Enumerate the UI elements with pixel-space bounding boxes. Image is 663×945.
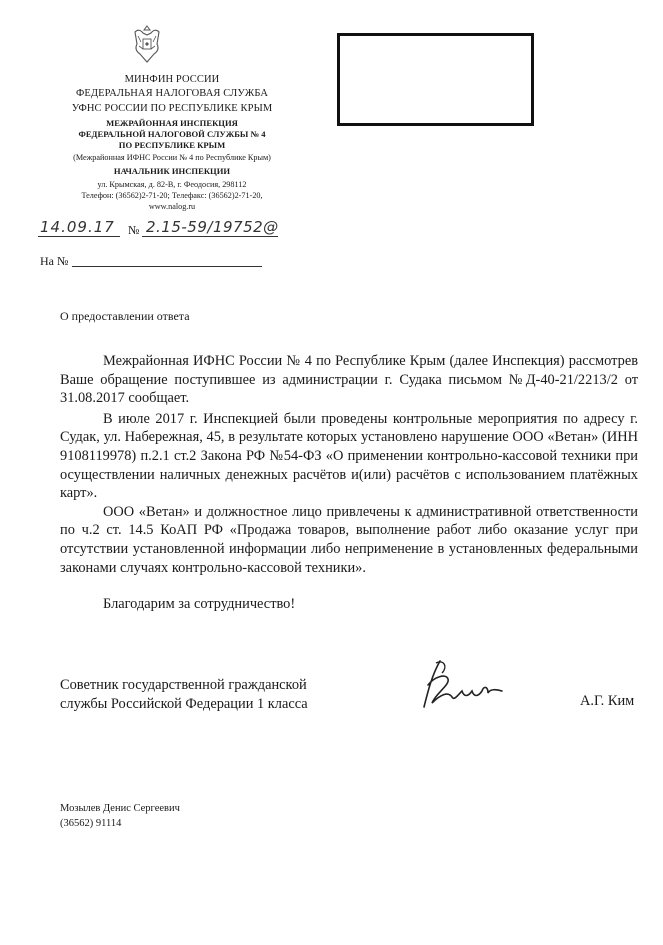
header-head-title: НАЧАЛЬНИК ИНСПЕКЦИИ [113,166,231,176]
emblem-icon [130,22,164,66]
signatory-name: А.Г. Ким [580,693,635,709]
registration-number-underline [142,236,278,237]
registration-date: 14.09.17 [40,218,115,236]
header-inspection-1: МЕЖРАЙОННАЯ ИНСПЕКЦИЯ [106,118,238,128]
body-paragraph-2: В июле 2017 г. Инспекцией были проведены контрольные мероприятия по адресу г. Судак, ул. Набережная, 45, в результате которых установлено нарушение ООО «Ветан» (ИНН 9108119978) п.2.1 ст.2 Закона РФ №54-ФЗ «О применении контрольно-кассовой техники при осуществлении наличных денежных расчётов и(или) расчётов с использованием платёжных карт». [60,410,638,502]
header-short-name: (Межрайонная ИФНС России № 4 по Республике Крым) [73,153,271,162]
signature-icon [418,655,508,717]
on-number-label: На № [40,254,69,268]
header-inspection-2: ФЕДЕРАЛЬНОЙ НАЛОГОВОЙ СЛУЖБЫ № 4 [78,129,266,139]
header-address: ул. Крымская, д. 82-В, г. Феодосия, 298112 [97,180,247,189]
on-number-line [72,266,262,267]
registration-number-prefix: № [128,223,140,237]
executor-name: Мозылев Денис Сергеевич [60,803,180,814]
registration-date-underline [38,236,120,237]
redaction-box [337,33,534,126]
header-phone: Телефон: (36562)2-71-20; Телефакс: (36562)2-71-20, [81,191,263,200]
signatory-position-1: Советник государственной гражданской [60,677,307,693]
executor-phone: (36562) 91114 [60,818,122,829]
signatory-position-2: службы Российской Федерации 1 класса [60,696,308,712]
body-paragraph-3: ООО «Ветан» и должностное лицо привлечены к административной ответственности по ч.2 ст. 14.5 КоАП РФ «Продажа товаров, выполнение работ либо оказание услуг при отсутствии установленной информации либо неприменение в установленных федеральными законами случаях контрольно-кассовой техники». [60,503,638,576]
letter-body [60,352,638,614]
body-paragraph-4: Благодарим за сотрудничество! [103,596,296,613]
header-website: www.nalog.ru [148,202,196,211]
registration-number: 2.15-59/19752@ [146,218,279,236]
header-ufns: УФНС РОССИИ ПО РЕСПУБЛИКЕ КРЫМ [71,103,273,114]
subject-line: О предоставлении ответа [60,309,190,323]
header-ministry: МИНФИН РОССИИ [124,74,220,85]
header-inspection-3: ПО РЕСПУБЛИКЕ КРЫМ [118,140,226,150]
body-paragraph-1: Межрайонная ИФНС России № 4 по Республике Крым (далее Инспекция) рассмотрев Ваше обращение поступившее из администрации г. Судака письмом №Д-40-21/2213/2 от 31.08.2017 сообщает. [60,353,638,407]
header-service: ФЕДЕРАЛЬНАЯ НАЛОГОВАЯ СЛУЖБА [75,88,269,99]
